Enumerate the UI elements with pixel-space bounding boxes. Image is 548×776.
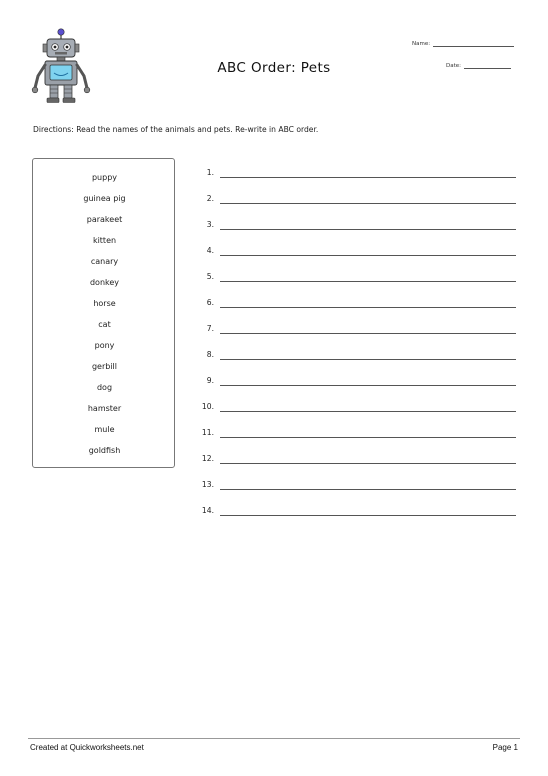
answer-line[interactable] — [220, 437, 516, 438]
answer-line[interactable] — [220, 333, 516, 334]
answer-line[interactable] — [220, 307, 516, 308]
answer-number: 14. — [201, 506, 214, 515]
word-bank-item: goldfish — [88, 446, 121, 455]
answer-number: 11. — [201, 428, 214, 437]
name-label: Name: — [412, 41, 431, 47]
answer-number: 8. — [206, 350, 214, 359]
word-bank-box — [32, 158, 175, 468]
answer-number: 13. — [201, 480, 214, 489]
word-bank-item: cat — [98, 320, 111, 329]
answer-line[interactable] — [220, 359, 516, 360]
answer-number: 2. — [206, 194, 214, 203]
word-bank-item: donkey — [89, 278, 120, 287]
word-bank-item: guinea pig — [83, 194, 126, 203]
date-field — [446, 62, 511, 69]
name-blank-line — [433, 40, 514, 47]
directions-text: Directions: Read the names of the animals and pets. Re-write in ABC order. — [33, 125, 319, 134]
answer-number: 12. — [201, 454, 214, 463]
word-bank-item: canary — [90, 257, 119, 266]
word-bank-item: mule — [94, 425, 115, 434]
answer-number: 9. — [206, 376, 214, 385]
answer-line[interactable] — [220, 255, 516, 256]
word-bank-item: pony — [94, 341, 115, 350]
word-bank-item: kitten — [92, 236, 117, 245]
answer-line[interactable] — [220, 229, 516, 230]
answer-line[interactable] — [220, 489, 516, 490]
answer-line[interactable] — [220, 177, 516, 178]
word-bank-item: parakeet — [86, 215, 123, 224]
answer-number: 10. — [201, 402, 214, 411]
word-bank-item: dog — [96, 383, 113, 392]
answer-line[interactable] — [220, 203, 516, 204]
answer-line[interactable] — [220, 385, 516, 386]
answer-line[interactable] — [220, 411, 516, 412]
answer-number: 7. — [206, 324, 214, 333]
answer-number: 1. — [206, 168, 214, 177]
answer-line[interactable] — [220, 515, 516, 516]
word-bank-item: hamster — [87, 404, 122, 413]
answer-line[interactable] — [220, 281, 516, 282]
word-bank-item: puppy — [91, 173, 118, 182]
word-bank-item: gerbill — [91, 362, 118, 371]
answer-number: 3. — [206, 220, 214, 229]
answer-number: 5. — [206, 272, 214, 281]
footer-page-number: Page 1 — [492, 743, 518, 752]
footer-credit: Created at Quickworksheets.net — [30, 743, 144, 752]
name-field — [412, 40, 514, 47]
date-blank-line — [464, 62, 511, 69]
answer-number: 4. — [206, 246, 214, 255]
date-label: Date: — [446, 63, 461, 69]
footer-divider — [28, 738, 520, 739]
word-bank-item: horse — [93, 299, 116, 308]
answer-line[interactable] — [220, 463, 516, 464]
answer-number: 6. — [206, 298, 214, 307]
worksheet-title: ABC Order: Pets — [217, 60, 331, 76]
